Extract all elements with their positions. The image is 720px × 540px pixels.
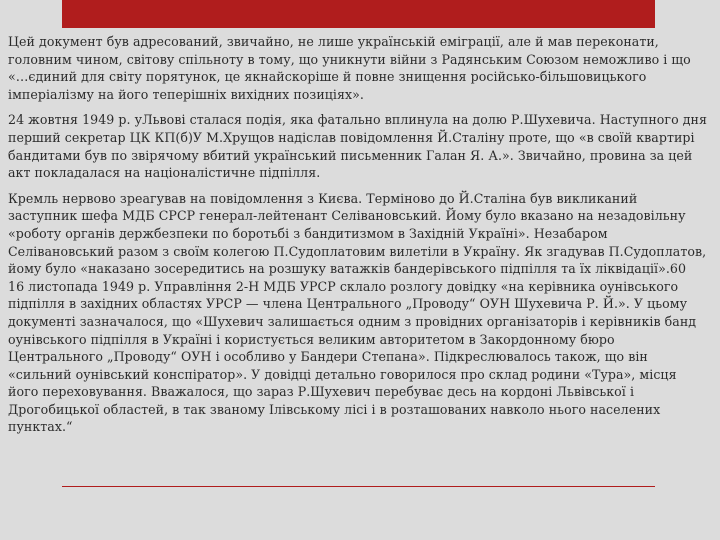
- body-text: [8, 33, 708, 436]
- paragraph-1: Цей документ був адресований, звичайно, не лише українській еміграції, але й мав переконати, головним чином, світову спільноту в тому, що уникнути війни з Радянським Союзом неможливо і що «…єдиний для світу порятунок, це якнайскоріше й повне знищення російсько-більшовицького імперіалізму на його теперішніх вихідних позиціях».: [8, 34, 691, 102]
- paragraph-4: 16 листопада 1949 р. Управління 2-Н МДБ УРСР склало розлогу довідку «на керівника оунівського підпілля в західних областях УРСР — члена Центрального „Проводу“ ОУН Шухевича Р. Й.». У цьому документі зазначалося, що «Шухевич залишається одним з провідних організаторів і керівників банд оунівського підпілля в Україні і користується великим авторитетом в Закордонному бюро Центрального „Проводу“ ОУН і особливо у Бандери Степана». Підкреслювалось також, що він «сильний оунівський конспіратор». У довідці детально говорилося про склад родини «Тура», місця його переховування. Вважалося, що зараз Р.Шухевич перебуває десь на кордоні Львівської і Дрогобицької областей, в так званому Ілівському лісі і в розташованих навколо нього населених пунктах.“: [8, 278, 697, 435]
- paragraph-2: 24 жовтня 1949 р. уЛьвові сталася подія, яка фатально вплинула на долю Р.Шухевича. Наступного дня перший секретар ЦК КП(б)У М.Хрущов надіслав повідомлення Й.Сталіну проте, що «в своїй квартирі бандитами був по звірячому вбитий український письменник Галан Я. А.». Звичайно, провина за цей акт покладалася на націоналістичне підпілля.: [8, 112, 707, 181]
- title-bar: [62, 0, 655, 28]
- paragraph-3: Кремль нервово зреагував на повідомлення з Києва. Терміново до Й.Сталіна був викликаний заступник шефа МДБ СРСР генерал-лейтенант Селівановський. Йому було вказано на незадовільну «роботу органів держбезпеки по боротьбі з бандитизмом в Західній Україні». Незабаром Селівановський разом з своїм колегою П.Судоплатовим вилетіли в Україну. Як згадував П.Судоплатов, йому було «наказано зосередитись на розшуку ватажків бандерівського підпілля та їх ліквідації».60: [8, 190, 707, 277]
- bottom-divider: [62, 486, 655, 487]
